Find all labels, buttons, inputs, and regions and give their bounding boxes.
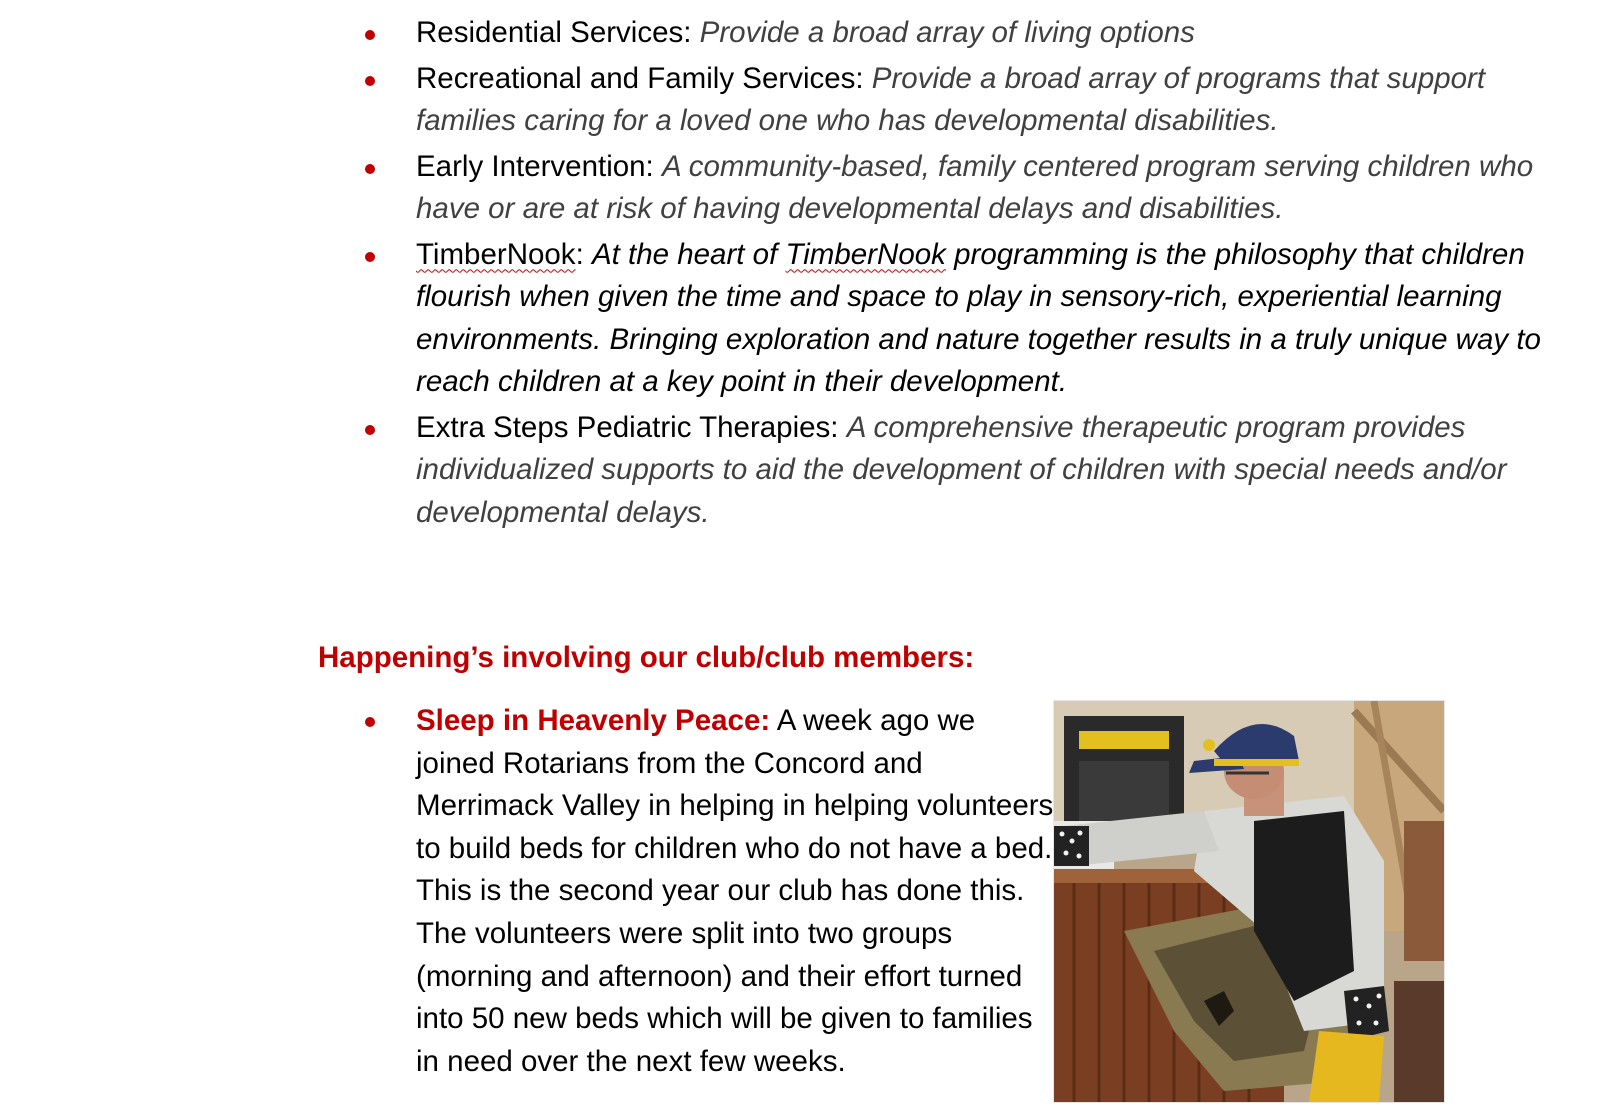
service-description: Provide a broad array of programs that support families caring for a loved one who has developmental disabilities. xyxy=(416,61,1486,137)
service-description-pre: At the heart of xyxy=(591,237,786,271)
bullet-icon xyxy=(365,76,375,86)
service-label: Recreational and Family Services: xyxy=(416,61,872,95)
service-description-post: programming is the philosophy that children flourish when given the time and space to play in sensory-rich, experiential learning environments. Bringing exploration and nature together results in a truly unique way to reach children at a key point in their development. xyxy=(416,237,1541,398)
happenings-heading: Happening’s involving our club/club members: xyxy=(318,641,975,674)
service-item-early-intervention xyxy=(365,146,1545,231)
service-description: Provide a broad array of living options xyxy=(699,16,1195,49)
bullet-icon xyxy=(365,252,375,262)
service-label: Early Intervention: xyxy=(416,149,662,183)
service-description-brand: TimberNook xyxy=(785,237,946,271)
happening-item-sleep-in-heavenly-peace xyxy=(365,700,1055,1083)
bullet-icon xyxy=(365,717,375,727)
service-label: Extra Steps Pediatric Therapies: xyxy=(416,410,847,444)
service-label-suffix: : xyxy=(575,237,592,271)
bullet-icon xyxy=(365,164,375,174)
service-item-recreational xyxy=(365,58,1545,143)
happenings-list xyxy=(365,700,1055,1083)
volunteer-photo-illustration xyxy=(1054,701,1444,1102)
service-item-timbernook xyxy=(365,234,1545,404)
service-item-residential xyxy=(365,12,1545,55)
service-label: TimberNook xyxy=(416,237,576,271)
service-description: A comprehensive therapeutic program provides individualized supports to aid the development of children with special needs and/or developmental delays. xyxy=(416,410,1507,529)
service-label: Residential Services: xyxy=(416,16,700,49)
bullet-icon xyxy=(365,30,375,40)
happening-body: A week ago we joined Rotarians from the Concord and Merrimack Valley in helping in helping volunteers to build beds for children who do not have a bed. This is the second year our club has done this. The volunteers were split into two groups (morning and afternoon) and their effort turned into 50 new beds which will be given to families in need over the next few weeks. xyxy=(416,704,1054,1078)
volunteer-photo xyxy=(1053,700,1445,1103)
service-description: A community-based, family centered program serving children who have or are at risk of having developmental delays and disabilities. xyxy=(416,149,1534,225)
service-item-extra-steps xyxy=(365,407,1545,535)
bullet-icon xyxy=(365,425,375,435)
happening-title: Sleep in Heavenly Peace: xyxy=(416,704,771,737)
services-list xyxy=(365,12,1545,537)
